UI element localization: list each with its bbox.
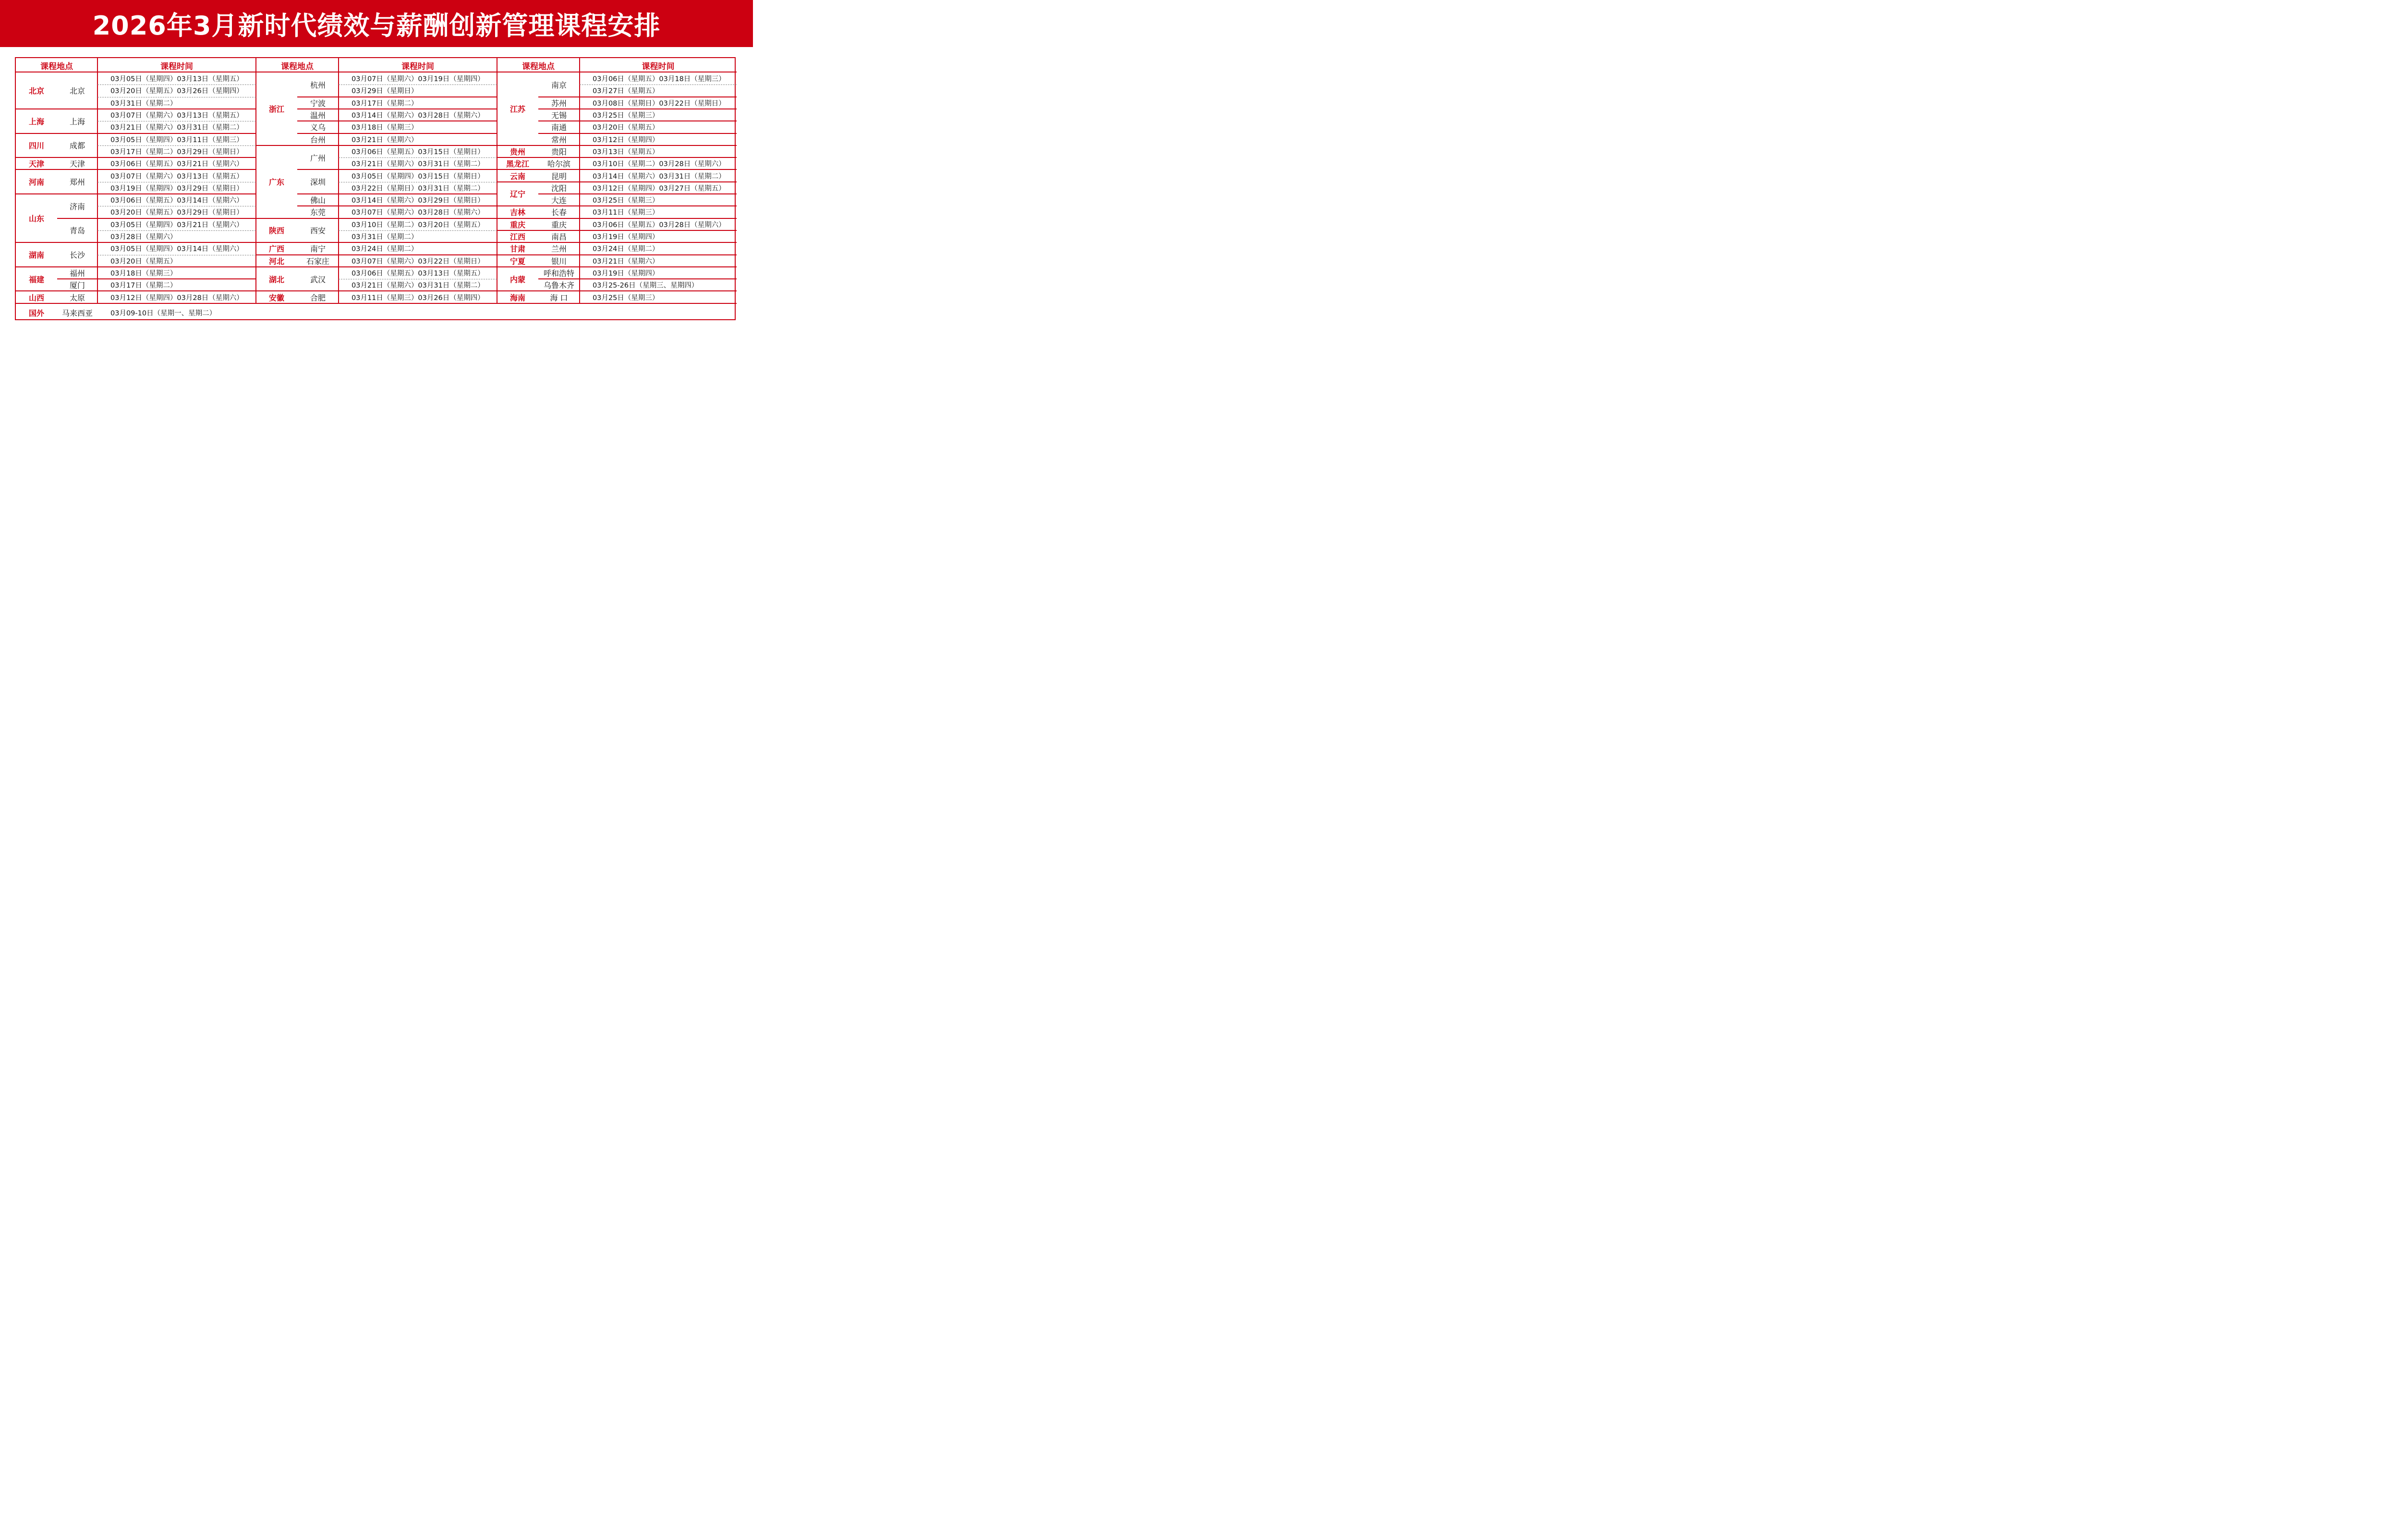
schedule-date-line: 03月12日（星期四） xyxy=(593,136,659,144)
schedule-date-line: 03月06日（星期五）03月13日（星期五） xyxy=(352,269,485,277)
province-name: 浙江 xyxy=(268,105,284,114)
city-name: 苏州 xyxy=(551,98,567,108)
city-name: 济南 xyxy=(69,202,85,211)
schedule-date-line: 03月18日（星期三） xyxy=(110,269,177,277)
schedule-date-line: 03月05日（星期四）03月14日（星期六） xyxy=(110,245,243,253)
province-name: 黑龙江 xyxy=(506,159,529,169)
province-name: 山西 xyxy=(28,293,44,302)
city-name: 南通 xyxy=(551,123,567,132)
schedule-date-line: 03月11日（星期三） xyxy=(593,209,659,217)
schedule-date-line: 03月28日（星期六） xyxy=(110,233,177,241)
schedule-date-line: 03月19日（星期四） xyxy=(593,233,659,241)
schedule-date-line: 03月31日（星期二） xyxy=(110,99,177,108)
header-time: 课程时间 xyxy=(160,61,193,72)
city-name: 长春 xyxy=(551,208,567,217)
city-name: 天津 xyxy=(69,159,85,169)
province-name: 湖北 xyxy=(268,275,284,284)
province-name: 北京 xyxy=(28,86,44,96)
schedule-date-line: 03月25日（星期三） xyxy=(593,197,659,205)
province-name: 陕西 xyxy=(268,226,284,236)
city-name: 东莞 xyxy=(310,208,326,217)
title-banner xyxy=(0,0,753,47)
schedule-date-line: 03月17日（星期二） xyxy=(110,282,177,290)
schedule-date-line: 03月06日（星期五）03月14日（星期六） xyxy=(110,197,243,205)
city-name: 南京 xyxy=(551,80,567,90)
schedule-date-line: 03月25日（星期三） xyxy=(593,112,659,120)
city-name: 贵阳 xyxy=(551,147,567,156)
city-name: 上海 xyxy=(69,117,85,126)
schedule-date-line: 03月29日（星期日） xyxy=(352,87,418,96)
province-name: 天津 xyxy=(28,159,44,169)
province-name: 辽宁 xyxy=(509,190,525,199)
schedule-date-line: 03月19日（星期四）03月29日（星期日） xyxy=(110,184,243,192)
city-name: 兰州 xyxy=(551,244,567,254)
city-name: 温州 xyxy=(310,111,326,120)
schedule-date-line: 03月10日（星期二）03月20日（星期五） xyxy=(352,221,485,229)
schedule-date-line: 03月07日（星期六）03月13日（星期五） xyxy=(110,112,243,120)
city-name: 西安 xyxy=(310,226,326,236)
page-title: 2026年3月新时代绩效与薪酬创新管理课程安排 xyxy=(92,10,661,41)
schedule-date-line: 03月05日（星期四）03月15日（星期日） xyxy=(352,172,485,180)
city-name: 宁波 xyxy=(310,98,326,108)
schedule-date-line: 03月07日（星期六）03月13日（星期五） xyxy=(110,172,243,180)
city-name: 南昌 xyxy=(551,232,567,242)
schedule-date-line: 03月21日（星期六）03月31日（星期二） xyxy=(352,160,485,168)
schedule-date-line: 03月10日（星期二）03月28日（星期六） xyxy=(593,160,726,168)
province-name: 江苏 xyxy=(509,105,525,114)
province-name: 湖南 xyxy=(28,250,44,260)
header-time: 课程时间 xyxy=(642,61,675,72)
schedule-table xyxy=(15,57,736,320)
city-name: 厦门 xyxy=(69,281,85,290)
city-name: 大连 xyxy=(551,196,567,205)
schedule-date-line: 03月06日（星期五）03月18日（星期三） xyxy=(593,75,726,84)
city-name: 青岛 xyxy=(69,226,85,236)
city-name: 佛山 xyxy=(310,196,326,205)
city-name: 武汉 xyxy=(310,275,326,284)
province-name: 云南 xyxy=(509,171,525,181)
schedule-date-line: 03月21日（星期六） xyxy=(352,136,418,144)
schedule-date-line: 03月21日（星期六） xyxy=(593,257,659,265)
province-name: 四川 xyxy=(28,141,44,151)
city-name: 银川 xyxy=(551,256,567,266)
city-name: 深圳 xyxy=(310,178,326,187)
city-name: 乌鲁木齐 xyxy=(543,281,574,290)
province-name: 甘肃 xyxy=(509,244,525,254)
schedule-date-line: 03月11日（星期三）03月26日（星期四） xyxy=(352,294,485,302)
schedule-date-line: 03月14日（星期六）03月29日（星期日） xyxy=(352,197,485,205)
city-name: 太原 xyxy=(69,293,85,302)
schedule-date-line: 03月07日（星期六）03月22日（星期日） xyxy=(352,257,485,265)
schedule-date-line: 03月05日（星期四）03月21日（星期六） xyxy=(110,221,243,229)
province-name: 江西 xyxy=(509,232,525,242)
city-name: 哈尔滨 xyxy=(547,159,570,169)
province-name: 河北 xyxy=(268,256,284,266)
province-name: 重庆 xyxy=(509,220,525,229)
schedule-date-line: 03月21日（星期六）03月31日（星期二） xyxy=(352,282,485,290)
province-name: 河南 xyxy=(28,178,44,187)
province-name: 内蒙 xyxy=(509,275,525,284)
city-name: 重庆 xyxy=(551,220,567,229)
province-name: 吉林 xyxy=(509,208,525,217)
schedule-date-line: 03月31日（星期二） xyxy=(352,233,418,241)
schedule-date-line: 03月14日（星期六）03月28日（星期六） xyxy=(352,112,485,120)
city-name: 台州 xyxy=(310,135,326,144)
schedule-date-line: 03月07日（星期六）03月19日（星期四） xyxy=(352,75,485,84)
province-name: 宁夏 xyxy=(509,256,525,266)
city-name: 郑州 xyxy=(69,178,85,187)
city-name: 杭州 xyxy=(310,80,326,90)
schedule-date-line: 03月20日（星期五）03月26日（星期四） xyxy=(110,87,243,96)
schedule-date-line: 03月06日（星期五）03月28日（星期六） xyxy=(593,221,726,229)
city-name: 合肥 xyxy=(310,293,326,302)
city-name: 无锡 xyxy=(551,111,567,120)
city-name: 常州 xyxy=(551,135,567,144)
province-name: 广西 xyxy=(268,244,284,254)
province-name: 广东 xyxy=(268,178,284,187)
header-location: 课程地点 xyxy=(281,61,314,72)
schedule-date-line: 03月05日（星期四）03月13日（星期五） xyxy=(110,75,243,84)
schedule-date-line: 03月27日（星期五） xyxy=(593,87,659,96)
schedule-date-line: 03月13日（星期五） xyxy=(593,148,659,156)
schedule-date-line: 03月20日（星期五）03月29日（星期日） xyxy=(110,209,243,217)
schedule-date-line: 03月17日（星期二）03月29日（星期日） xyxy=(110,148,243,156)
city-name: 昆明 xyxy=(551,171,567,181)
schedule-date-line: 03月20日（星期五） xyxy=(593,124,659,132)
schedule-date-line: 03月07日（星期六）03月28日（星期六） xyxy=(352,209,485,217)
schedule-date-line: 03月17日（星期二） xyxy=(352,99,418,108)
schedule-date-line: 03月22日（星期日）03月31日（星期二） xyxy=(352,184,485,192)
province-rule xyxy=(497,303,737,304)
province-name: 安徽 xyxy=(268,293,284,302)
province-rule xyxy=(256,303,497,304)
city-name: 广州 xyxy=(310,153,326,163)
province-name: 福建 xyxy=(28,275,44,284)
schedule-date-line: 03月25-26日（星期三、星期四） xyxy=(593,282,699,290)
schedule-date-line: 03月21日（星期六）03月31日（星期二） xyxy=(110,124,243,132)
header-location: 课程地点 xyxy=(522,61,555,72)
city-name: 石家庄 xyxy=(306,256,329,266)
schedule-date-line: 03月25日（星期三） xyxy=(593,294,659,302)
schedule-date-line: 03月20日（星期五） xyxy=(110,257,177,265)
city-name: 沈阳 xyxy=(551,183,567,193)
province-rule xyxy=(16,303,256,304)
schedule-date-line: 03月12日（星期四）03月27日（星期五） xyxy=(593,184,726,192)
schedule-date-line: 03月24日（星期二） xyxy=(352,245,418,253)
schedule-date-line: 03月06日（星期五）03月21日（星期六） xyxy=(110,160,243,168)
schedule-date-line: 03月06日（星期五）03月15日（星期日） xyxy=(352,148,485,156)
header-time: 课程时间 xyxy=(401,61,434,72)
schedule-date-line: 03月18日（星期三） xyxy=(352,124,418,132)
schedule-date-line: 03月14日（星期六）03月31日（星期二） xyxy=(593,172,726,180)
province-name: 国外 xyxy=(28,308,44,318)
schedule-date-line: 03月09-10日（星期一、星期二） xyxy=(110,309,217,317)
schedule-date-line: 03月12日（星期四）03月28日（星期六） xyxy=(110,294,243,302)
schedule-date-line: 03月08日（星期日）03月22日（星期日） xyxy=(593,99,726,108)
city-name: 成都 xyxy=(69,141,85,151)
city-name: 北京 xyxy=(69,86,85,96)
city-name: 海 口 xyxy=(550,293,568,302)
page xyxy=(0,0,753,336)
province-name: 上海 xyxy=(28,117,44,126)
city-name: 长沙 xyxy=(69,250,85,260)
schedule-date-line: 03月05日（星期四）03月11日（星期三） xyxy=(110,136,243,144)
city-name: 马来西亚 xyxy=(61,308,93,318)
header-location: 课程地点 xyxy=(40,61,73,72)
city-name: 福州 xyxy=(69,268,85,278)
province-name: 海南 xyxy=(509,293,525,302)
city-name: 呼和浩特 xyxy=(543,268,574,278)
schedule-date-line: 03月24日（星期二） xyxy=(593,245,659,253)
city-name: 南宁 xyxy=(310,244,326,254)
province-name: 贵州 xyxy=(509,147,525,156)
schedule-date-line: 03月19日（星期四） xyxy=(593,269,659,277)
city-name: 义乌 xyxy=(310,123,326,132)
province-name: 山东 xyxy=(28,214,44,224)
